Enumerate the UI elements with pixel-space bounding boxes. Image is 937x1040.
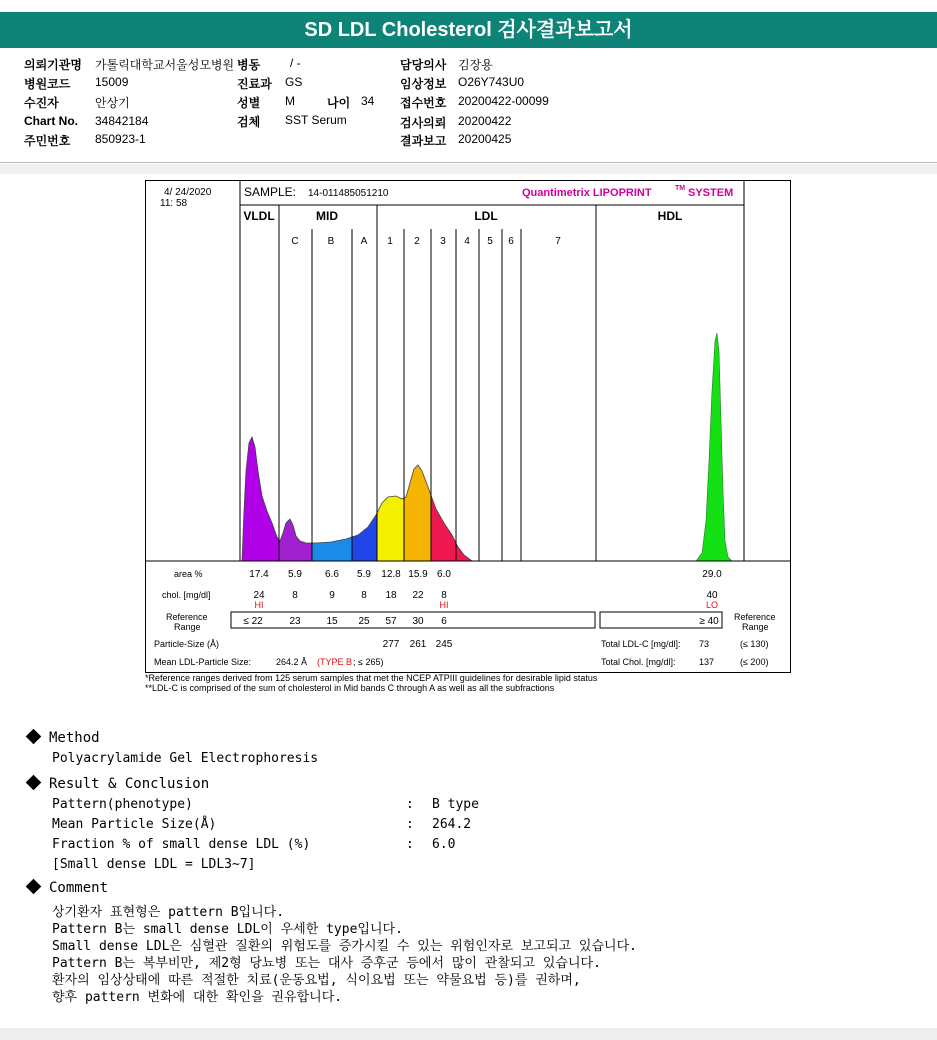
diamond-bullet-icon xyxy=(26,879,42,895)
area-l1: 12.8 xyxy=(381,569,401,580)
sample-label: SAMPLE: xyxy=(244,185,297,199)
sample-id: 14-011485051210 xyxy=(308,188,389,199)
curve-fills xyxy=(242,333,732,561)
size-sep: : xyxy=(406,817,414,832)
total-chol-value: 137 xyxy=(699,657,715,667)
ref-l3: 6 xyxy=(441,616,447,627)
particle-label: Particle-Size (Å) xyxy=(154,639,220,649)
band-2: 2 xyxy=(414,236,420,247)
ref-c: 23 xyxy=(289,616,301,627)
request-label: 검사의뢰 xyxy=(400,116,447,130)
total-ldl-ref: (≤ 130) xyxy=(740,639,769,649)
result-table xyxy=(243,569,722,650)
result-date-label: 결과보고 xyxy=(400,134,447,148)
age-value: 34 xyxy=(361,94,375,108)
brand-name: Quantimetrix LIPOPRINT xyxy=(522,187,652,199)
dept-value: GS xyxy=(285,75,303,89)
brand-suffix: SYSTEM xyxy=(688,187,734,199)
flag-vldl: HI xyxy=(254,600,264,610)
bottom-band xyxy=(0,1028,937,1040)
sex-label: 성별 xyxy=(237,96,261,110)
chol-l3: 8 xyxy=(441,590,447,601)
doctor-label: 담당의사 xyxy=(400,58,447,72)
flag-hdl: LO xyxy=(705,600,719,610)
chol-a: 8 xyxy=(361,590,367,601)
diamond-bullet-icon xyxy=(26,729,42,745)
fraction-value: 6.0 xyxy=(432,837,456,852)
size-label: Mean Particle Size(Å) xyxy=(52,817,217,832)
group-hdl: HDL xyxy=(657,209,683,223)
chart-label: Chart No. xyxy=(24,114,78,128)
mean-value: 264.2 Å xyxy=(276,657,308,667)
band-c: C xyxy=(291,236,299,247)
specimen-value: SST Serum xyxy=(285,113,347,127)
lipoprint-report xyxy=(145,180,791,673)
comment-line: 상기환자 표현형은 pattern B입니다. xyxy=(52,905,285,920)
ward-value: / - xyxy=(290,56,301,70)
mean-ref: ; ≤ 265) xyxy=(353,657,384,667)
chol-c: 8 xyxy=(292,590,298,601)
report-date: 4/ 24/2020 xyxy=(164,187,212,198)
receipt-label: 접수번호 xyxy=(400,96,447,110)
pattern-sep: : xyxy=(406,797,414,812)
comment-line: Pattern B는 small dense LDL이 우세한 type입니다. xyxy=(52,922,403,937)
receipt-value: 20200422-00099 xyxy=(458,94,549,108)
ref-label-right-1: Reference xyxy=(734,612,776,622)
ref-l1: 57 xyxy=(385,616,397,627)
pattern-value: B type xyxy=(432,797,479,812)
chol-l2: 22 xyxy=(412,590,424,601)
result-heading xyxy=(28,776,209,792)
band-b: B xyxy=(327,236,335,247)
chol-l1: 18 xyxy=(385,590,397,601)
group-mid: MID xyxy=(316,209,338,223)
band-7: 7 xyxy=(555,236,561,247)
id-label: 주민번호 xyxy=(24,134,71,148)
chol-hdl: 40 xyxy=(706,590,718,601)
id-value: 850923-1 xyxy=(95,132,146,146)
sex-value: M xyxy=(285,94,295,108)
result-date-value: 20200425 xyxy=(458,132,512,146)
clinical-value: O26Y743U0 xyxy=(458,75,525,89)
footnote-1: *Reference ranges derived from 125 serum samples that met the NCEP ATPIII guidelines for desirable lipid status xyxy=(145,673,598,683)
mean-label: Mean LDL-Particle Size: xyxy=(154,657,252,667)
ref-label-1: Reference xyxy=(166,612,208,622)
ward-label: 병동 xyxy=(237,58,261,72)
code-label: 병원코드 xyxy=(24,77,71,91)
result-heading-text: Result & Conclusion xyxy=(49,776,210,792)
patient-header xyxy=(0,52,937,162)
area-b: 6.6 xyxy=(325,569,339,580)
area-l2: 15.9 xyxy=(408,569,428,580)
hospital-value: 가톨릭대학교서울성모병원 xyxy=(95,58,235,72)
patient-label: 수진자 xyxy=(24,96,59,110)
header-divider xyxy=(0,162,937,163)
comment-line: 환자의 임상상태에 따른 적절한 치료(운동요법, 식이요법 또는 약물요법 등)를 권하며, xyxy=(52,973,581,988)
chol-b: 9 xyxy=(329,590,335,601)
age-label: 나이 xyxy=(327,96,351,110)
ref-a: 25 xyxy=(358,616,370,627)
chol-label: chol. [mg/dl] xyxy=(162,590,211,600)
fraction-label: Fraction % of small dense LDL (%) xyxy=(52,837,311,852)
dept-label: 진료과 xyxy=(237,77,272,91)
lipoprint-chart xyxy=(146,181,790,672)
area-hdl: 29.0 xyxy=(702,569,722,580)
method-text: Polyacrylamide Gel Electrophoresis xyxy=(52,751,319,766)
doctor-value: 김장용 xyxy=(458,58,493,72)
specimen-label: 검체 xyxy=(237,115,261,129)
divider-band xyxy=(0,164,937,174)
pattern-label: Pattern(phenotype) xyxy=(52,797,193,812)
hospital-label: 의뢰기관명 xyxy=(24,58,82,72)
chart-value: 34842184 xyxy=(95,114,149,128)
group-vldl: VLDL xyxy=(243,209,275,223)
comment-line: Small dense LDL은 심혈관 질환의 위험도를 증가시킬 수 있는 위험인자로 보고되고 있습니다. xyxy=(52,939,637,954)
band-1: 1 xyxy=(387,236,393,247)
size-value: 264.2 xyxy=(432,817,472,832)
particle-l1: 277 xyxy=(382,639,400,650)
method-heading-text: Method xyxy=(49,730,100,746)
comment-line: 향후 pattern 변화에 대한 확인을 권유합니다. xyxy=(52,990,343,1005)
report-time: 11: 58 xyxy=(160,198,188,209)
clinical-label: 임상정보 xyxy=(400,77,447,91)
patient-value: 안상기 xyxy=(95,96,130,110)
footnote-2: **LDL-C is comprised of the sum of cholesterol in Mid bands C through A as well as all the subfractions xyxy=(145,683,555,693)
area-a: 5.9 xyxy=(357,569,371,580)
band-3: 3 xyxy=(440,236,446,247)
band-a: A xyxy=(360,236,368,247)
particle-l3: 245 xyxy=(435,639,453,650)
diamond-bullet-icon xyxy=(26,775,42,791)
chol-vldl: 24 xyxy=(253,590,265,601)
band-5: 5 xyxy=(487,236,493,247)
hdl-peak xyxy=(696,333,732,561)
mean-type: (TYPE B xyxy=(317,657,353,667)
brand-tm: TM xyxy=(675,185,686,192)
ref-b: 15 xyxy=(326,616,338,627)
area-l3: 6.0 xyxy=(437,569,451,580)
sdldl-note: [Small dense LDL = LDL3~7] xyxy=(52,857,256,872)
comment-line: Pattern B는 복부비만, 제2형 당뇨병 또는 대사 증후군 등에서 많이 관찰되고 있습니다. xyxy=(52,956,601,971)
group-ldl: LDL xyxy=(474,209,498,223)
ref-vldl: ≤ 22 xyxy=(243,616,263,627)
ref-hdl: ≥ 40 xyxy=(699,616,719,627)
total-chol-ref: (≤ 200) xyxy=(740,657,769,667)
report-title: SD LDL Cholesterol 검사결과보고서 xyxy=(0,12,937,48)
band-6: 6 xyxy=(508,236,514,247)
comment-heading xyxy=(28,880,108,896)
fraction-sep: : xyxy=(406,837,414,852)
ref-label-2: Range xyxy=(174,622,201,632)
band-4: 4 xyxy=(464,236,470,247)
total-ldl-label: Total LDL-C [mg/dl]: xyxy=(601,639,681,649)
total-ldl-value: 73 xyxy=(699,639,710,649)
code-value: 15009 xyxy=(95,75,129,89)
request-value: 20200422 xyxy=(458,114,512,128)
area-c: 5.9 xyxy=(288,569,302,580)
ref-l2: 30 xyxy=(412,616,424,627)
comment-heading-text: Comment xyxy=(49,880,109,896)
flag-l3: HI xyxy=(439,600,449,610)
particle-l2: 261 xyxy=(409,639,427,650)
total-chol-label: Total Chol. [mg/dl]: xyxy=(601,657,676,667)
method-heading xyxy=(28,730,100,746)
area-vldl: 17.4 xyxy=(249,569,269,580)
ref-label-right-2: Range xyxy=(742,622,769,632)
area-label: area % xyxy=(174,569,203,579)
